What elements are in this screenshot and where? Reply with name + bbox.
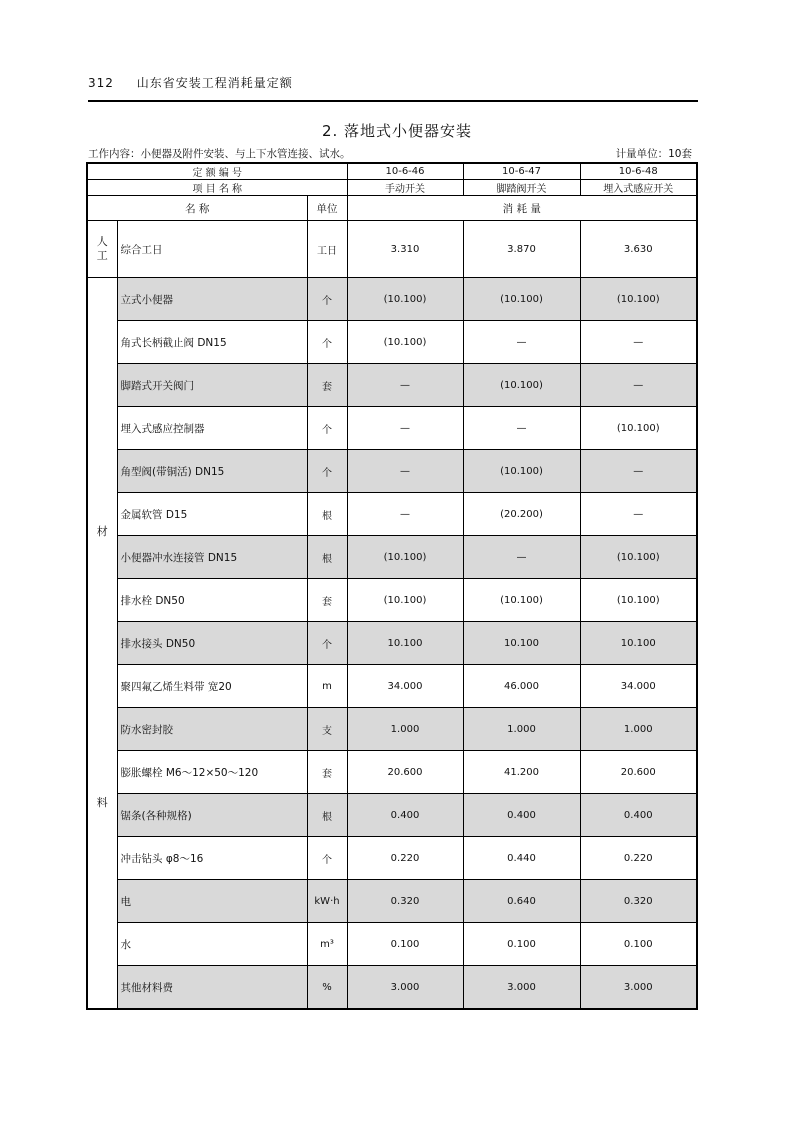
material-name: 立式小便器 — [117, 278, 307, 321]
material-row — [87, 407, 697, 450]
material-unit: 套 — [307, 579, 347, 622]
material-row — [87, 536, 697, 579]
material-name: 角式长柄截止阀 DN15 — [117, 321, 307, 364]
material-row — [87, 708, 697, 751]
material-unit: m³ — [307, 923, 347, 966]
material-value-1: — — [347, 450, 463, 493]
labor-category-text: 人工 — [96, 235, 108, 262]
material-value-3: 0.320 — [580, 880, 697, 923]
quota-code-3: 10-6-48 — [580, 163, 697, 180]
material-value-3: (10.100) — [580, 579, 697, 622]
material-row — [87, 751, 697, 794]
material-value-2: — — [463, 407, 580, 450]
work-content: 工作内容：小便器及附件安装、与上下水管连接、试水。 — [88, 148, 351, 160]
material-value-2: (10.100) — [463, 364, 580, 407]
material-value-2: (10.100) — [463, 278, 580, 321]
item-name-1: 手动开关 — [347, 180, 463, 196]
material-unit: 个 — [307, 321, 347, 364]
material-row — [87, 923, 697, 966]
material-unit: kW·h — [307, 880, 347, 923]
material-value-2: (10.100) — [463, 450, 580, 493]
material-value-3: — — [580, 364, 697, 407]
material-value-3: — — [580, 493, 697, 536]
material-name: 金属软管 D15 — [117, 493, 307, 536]
material-value-3: 1.000 — [580, 708, 697, 751]
item-name-row — [87, 180, 697, 196]
material-row — [87, 321, 697, 364]
measure-unit: 计量单位：10套 — [615, 148, 692, 160]
quota-code-label: 定 额 编 号 — [87, 163, 347, 180]
material-value-2: 0.640 — [463, 880, 580, 923]
material-row — [87, 665, 697, 708]
quota-code-2: 10-6-47 — [463, 163, 580, 180]
material-unit: 个 — [307, 278, 347, 321]
material-value-2: (10.100) — [463, 579, 580, 622]
material-value-1: 34.000 — [347, 665, 463, 708]
unit-header: 单位 — [307, 196, 347, 221]
labor-row — [87, 221, 697, 278]
material-value-1: (10.100) — [347, 579, 463, 622]
material-value-3: 0.400 — [580, 794, 697, 837]
material-value-1: (10.100) — [347, 321, 463, 364]
material-name: 埋入式感应控制器 — [117, 407, 307, 450]
quota-code-row — [87, 163, 697, 180]
material-name: 排水栓 DN50 — [117, 579, 307, 622]
material-value-1: 0.320 — [347, 880, 463, 923]
material-name: 锯条(各种规格) — [117, 794, 307, 837]
material-name: 防水密封胶 — [117, 708, 307, 751]
material-row — [87, 579, 697, 622]
material-value-3: 3.000 — [580, 966, 697, 1010]
material-value-3: 0.100 — [580, 923, 697, 966]
item-name-label: 项 目 名 称 — [87, 180, 347, 196]
item-name-3: 埋入式感应开关 — [580, 180, 697, 196]
material-unit: 支 — [307, 708, 347, 751]
column-header-row — [87, 196, 697, 221]
material-unit: 根 — [307, 536, 347, 579]
material-name: 膨胀螺栓 M6～12×50～120 — [117, 751, 307, 794]
material-row — [87, 622, 697, 665]
material-value-2: (20.200) — [463, 493, 580, 536]
consumption-table — [86, 162, 698, 1010]
page-header — [88, 74, 698, 92]
material-value-3: (10.100) — [580, 536, 697, 579]
material-value-1: 1.000 — [347, 708, 463, 751]
material-unit: 套 — [307, 364, 347, 407]
material-unit: 个 — [307, 837, 347, 880]
material-unit: % — [307, 966, 347, 1010]
material-value-1: 20.600 — [347, 751, 463, 794]
material-value-3: — — [580, 321, 697, 364]
labor-category — [87, 221, 117, 278]
labor-value-2: 3.870 — [463, 221, 580, 278]
labor-name: 综合工日 — [117, 221, 307, 278]
material-unit: m — [307, 665, 347, 708]
material-unit: 个 — [307, 450, 347, 493]
material-name: 冲击钻头 φ8～16 — [117, 837, 307, 880]
material-name: 排水接头 DN50 — [117, 622, 307, 665]
material-name: 其他材料费 — [117, 966, 307, 1010]
material-value-1: (10.100) — [347, 278, 463, 321]
name-header: 名 称 — [87, 196, 307, 221]
material-value-2: 0.440 — [463, 837, 580, 880]
material-value-2: 3.000 — [463, 966, 580, 1010]
material-category-char-2: 料 — [96, 796, 108, 809]
material-unit: 个 — [307, 407, 347, 450]
material-row — [87, 493, 697, 536]
material-value-3: 10.100 — [580, 622, 697, 665]
item-name-2: 脚踏阀开关 — [463, 180, 580, 196]
material-value-1: — — [347, 407, 463, 450]
material-name: 脚踏式开关阀门 — [117, 364, 307, 407]
material-value-1: (10.100) — [347, 536, 463, 579]
material-value-1: 0.400 — [347, 794, 463, 837]
material-row — [87, 880, 697, 923]
book-title: 山东省安装工程消耗量定额 — [136, 76, 293, 90]
material-value-3: (10.100) — [580, 407, 697, 450]
material-value-1: 3.000 — [347, 966, 463, 1010]
consumption-header: 消 耗 量 — [347, 196, 697, 221]
material-value-1: — — [347, 364, 463, 407]
material-value-1: — — [347, 493, 463, 536]
page-number: 312 — [88, 76, 114, 90]
material-unit: 个 — [307, 622, 347, 665]
material-value-2: — — [463, 321, 580, 364]
material-unit: 根 — [307, 794, 347, 837]
material-value-3: 34.000 — [580, 665, 697, 708]
material-value-2: 1.000 — [463, 708, 580, 751]
material-value-3: 20.600 — [580, 751, 697, 794]
material-value-2: 0.400 — [463, 794, 580, 837]
material-category — [87, 278, 117, 1010]
material-value-2: 10.100 — [463, 622, 580, 665]
material-value-2: — — [463, 536, 580, 579]
material-row — [87, 837, 697, 880]
work-content-line — [88, 146, 692, 161]
labor-unit: 工日 — [307, 221, 347, 278]
material-name: 小便器冲水连接管 DN15 — [117, 536, 307, 579]
material-row — [87, 966, 697, 1010]
material-row — [87, 364, 697, 407]
quota-code-1: 10-6-46 — [347, 163, 463, 180]
material-value-3: (10.100) — [580, 278, 697, 321]
material-category-char-1: 材 — [96, 525, 108, 538]
material-name: 聚四氟乙烯生料带 宽20 — [117, 665, 307, 708]
material-value-1: 0.220 — [347, 837, 463, 880]
material-unit: 套 — [307, 751, 347, 794]
section-title: 2. 落地式小便器安装 — [321, 122, 473, 140]
material-value-2: 41.200 — [463, 751, 580, 794]
material-value-2: 46.000 — [463, 665, 580, 708]
material-value-3: 0.220 — [580, 837, 697, 880]
material-name: 角型阀(带铜活) DN15 — [117, 450, 307, 493]
labor-value-3: 3.630 — [580, 221, 697, 278]
material-name: 水 — [117, 923, 307, 966]
labor-value-1: 3.310 — [347, 221, 463, 278]
header-rule — [88, 100, 698, 102]
material-row — [87, 794, 697, 837]
material-row — [87, 278, 697, 321]
material-value-1: 10.100 — [347, 622, 463, 665]
material-value-3: — — [580, 450, 697, 493]
material-name: 电 — [117, 880, 307, 923]
material-value-2: 0.100 — [463, 923, 580, 966]
material-unit: 根 — [307, 493, 347, 536]
material-row — [87, 450, 697, 493]
material-value-1: 0.100 — [347, 923, 463, 966]
